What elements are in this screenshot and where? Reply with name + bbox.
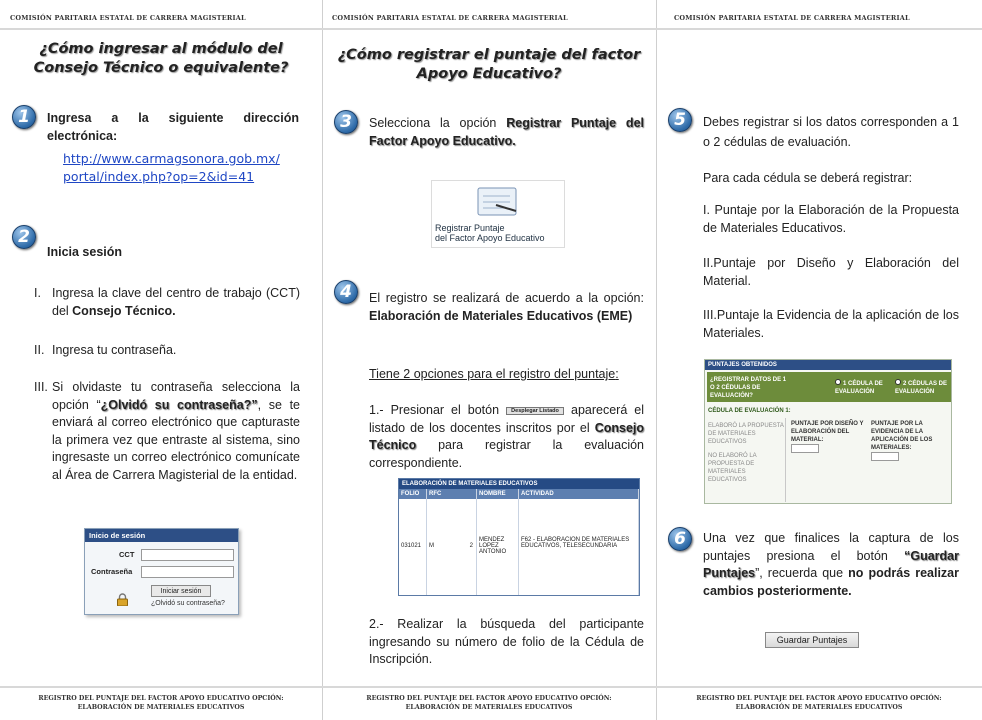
table-header-row — [399, 489, 639, 499]
materiales-table — [398, 478, 640, 596]
footer-bar — [322, 686, 656, 720]
footer-bar — [0, 686, 322, 720]
option-1-cedula[interactable] — [835, 379, 893, 396]
step2-heading: Inicia sesión — [47, 245, 123, 259]
step6-plain2: ”, recuerda que — [755, 566, 849, 580]
cct-field[interactable] — [141, 549, 234, 561]
step2-item-i — [34, 285, 300, 320]
header-bar — [656, 0, 982, 30]
step3-plain: Selecciona la opción — [369, 116, 507, 130]
step6-bold2: no podrás realizar cambios posteriormente. — [703, 566, 959, 598]
step4-bold: Elaboración de Materiales Educativos (EME) — [369, 308, 633, 323]
footer-bar — [656, 686, 982, 720]
icon-label-1: Registrar Puntaje — [435, 223, 505, 233]
login-header: Inicio de sesión — [85, 529, 238, 542]
step6-bold: “Guardar Puntajes — [703, 548, 959, 580]
puntajes-panel — [704, 359, 952, 504]
lock-icon — [117, 593, 128, 606]
header-label: COMISIÓN PARITARIA ESTATAL DE CARRERA MAGISTERIAL — [674, 14, 910, 22]
opt1-b: aparecerá el listado de los docentes inscritos por el — [369, 403, 644, 435]
item-ii-prefix: II. — [34, 343, 45, 357]
table-title: ELABORACIÓN DE MATERIALES EDUCATIVOS — [399, 479, 639, 489]
opt1-c: para registrar la evaluación correspondiente. — [369, 438, 644, 470]
step3-text — [369, 115, 644, 150]
step4-text — [369, 290, 644, 325]
registrar-label — [435, 223, 545, 243]
password-field[interactable] — [141, 566, 234, 578]
step6-text — [703, 530, 959, 600]
panel-header: PUNTAJES OBTENIDOS — [705, 360, 951, 370]
step4-option-2: 2.- Realizar la búsqueda del participante ingresando su número de folio de la Cédula de Inscripción. — [369, 617, 644, 666]
opt1-label: 1 CÉDULA DE EVALUACIÓN — [835, 381, 883, 395]
step3-bold: Registrar Puntaje del Factor Apoyo Educativo. — [369, 116, 644, 148]
item-iii-prefix: III. — [34, 380, 48, 394]
col-nombre: NOMBRE — [477, 489, 519, 499]
col-folio: FOLIO — [399, 489, 427, 499]
item-iii-text1: Si olvidaste tu contraseña selecciona la opción “ — [52, 380, 300, 412]
opt1-a: 1.- Presionar el botón — [369, 403, 500, 417]
col-rfc: RFC — [427, 489, 477, 499]
step5-item-ii: II.Puntaje por Diseño y Elaboración del Material. — [703, 256, 959, 288]
login-screenshot — [84, 528, 239, 615]
item-iii-bold: ¿Olvidó su contraseña?” — [100, 397, 258, 412]
table-row[interactable] — [399, 499, 639, 595]
radio-icon — [835, 379, 841, 385]
opt1-bold: Consejo Técnico — [369, 420, 644, 452]
password-label: Contraseña — [91, 567, 133, 576]
footer-line-1: REGISTRO DEL PUNTAJE DEL FACTOR APOYO EDUCATIVO OPCIÓN: — [696, 695, 942, 702]
step6-plain1: Una vez que finalices la captura de los puntajes presiona el botón — [703, 531, 959, 563]
forgot-password-link[interactable]: ¿Olvidó su contraseña? — [151, 600, 225, 607]
elaboro-option[interactable]: ELABORÓ LA PROPUESTA DE MATERIALES EDUCATIVOS — [708, 423, 784, 445]
col-actividad: ACTIVIDAD — [519, 489, 639, 499]
rfc-num: 2 — [469, 543, 473, 549]
item-i-prefix: I. — [34, 286, 41, 300]
column-2 — [322, 0, 656, 720]
footer-line-2: ELABORACIÓN DE MATERIALES EDUCATIVOS — [77, 704, 245, 711]
header-bar — [0, 0, 322, 30]
step1-link[interactable] — [63, 150, 280, 186]
step-badge-3: 3 — [334, 110, 358, 134]
registrar-puntaje-icon-button[interactable] — [431, 180, 565, 248]
step4-plain: El registro se realizará de acuerdo a la opción: — [369, 291, 644, 305]
step-badge-1: 1 — [12, 105, 36, 129]
evidencia-label: PUNTAJE POR LA EVIDENCIA DE LA APLICACIÓN DE LOS MATERIALES: — [871, 421, 933, 451]
desplegar-listado-button[interactable]: Desplegar Listado — [506, 407, 564, 415]
evidencia-input[interactable] — [871, 452, 899, 461]
step2-item-ii — [34, 342, 300, 360]
rfc-value: M — [429, 543, 434, 549]
cedula-label: CÉDULA DE EVALUACIÓN 1: — [708, 408, 791, 414]
options-text: Tiene 2 opciones para el registro del puntaje — [369, 367, 616, 381]
step4-option-1 — [369, 402, 644, 472]
header-label: COMISIÓN PARITARIA ESTATAL DE CARRERA MAGISTERIAL — [10, 14, 246, 22]
cct-label: CCT — [119, 550, 135, 559]
step2-item-iii — [34, 379, 300, 484]
opt2-label: 2 CÉDULAS DE EVALUACIÓN — [895, 381, 948, 395]
link-line-2[interactable]: portal/index.php?op=2&id=41 — [63, 169, 255, 184]
step-badge-5: 5 — [668, 108, 692, 132]
panel-question: ¿REGISTRAR DATOS DE 1 O 2 CÉDULAS DE EVALUACIÓN? — [710, 377, 787, 399]
footer-line-1: REGISTRO DEL PUNTAJE DEL FACTOR APOYO EDUCATIVO OPCIÓN: — [38, 695, 284, 702]
cell-nombre: MENDEZ LOPEZ ANTONIO — [477, 499, 519, 595]
item-i-text: Ingresa la clave del centro de trabajo (CCT) del — [52, 286, 300, 318]
notepad-icon — [474, 185, 522, 219]
login-button[interactable]: Iniciar sesión — [151, 585, 211, 597]
step-badge-2: 2 — [12, 225, 36, 249]
page-title: ¿Cómo ingresar al módulo del Consejo Técnico o equivalente? — [33, 41, 289, 76]
step-badge-4: 4 — [334, 280, 358, 304]
item-ii-text: Ingresa tu contraseña. — [52, 343, 177, 357]
option-2-cedulas[interactable] — [895, 379, 951, 396]
step5-text: Debes registrar si los datos corresponden a 1 o 2 cédulas de evaluación. — [703, 115, 959, 149]
page-title: ¿Cómo registrar el puntaje del factor Apoyo Educativo? — [337, 47, 641, 82]
footer-line-2: ELABORACIÓN DE MATERIALES EDUCATIVOS — [405, 704, 573, 711]
footer-line-1: REGISTRO DEL PUNTAJE DEL FACTOR APOYO EDUCATIVO OPCIÓN: — [366, 695, 612, 702]
diseno-label: PUNTAJE POR DISEÑO Y ELABORACIÓN DEL MATERIAL: — [791, 421, 864, 443]
radio-icon — [895, 379, 901, 385]
step5-item-i: I. Puntaje por la Elaboración de la Propuesta de Materiales Educativos. — [703, 203, 959, 235]
item-i-bold: Consejo Técnico. — [72, 303, 176, 318]
header-label: COMISIÓN PARITARIA ESTATAL DE CARRERA MAGISTERIAL — [332, 14, 568, 22]
cedula-left — [708, 418, 786, 502]
column-1 — [0, 0, 322, 720]
step5-sub: Para cada cédula se deberá registrar: — [703, 171, 913, 185]
guardar-puntajes-button[interactable]: Guardar Puntajes — [765, 632, 859, 648]
footer-line-2: ELABORACIÓN DE MATERIALES EDUCATIVOS — [735, 704, 903, 711]
header-bar — [322, 0, 656, 30]
step1-text: Ingresa a la siguiente dirección electrónica: — [47, 111, 299, 143]
cell-folio: 031021 — [399, 499, 427, 595]
icon-label-2: del Factor Apoyo Educativo — [435, 233, 545, 243]
step5-item-iii: III.Puntaje la Evidencia de la aplicación de los Materiales. — [703, 308, 959, 340]
diseno-input[interactable] — [791, 444, 819, 453]
no-elaboro-option[interactable]: NO ELABORÓ LA PROPUESTA DE MATERIALES EDUCATIVOS — [708, 453, 757, 483]
link-line-1[interactable]: http://www.carmagsonora.gob.mx/ — [63, 151, 280, 166]
item-iii-text2: , se te enviará al correo electrónico que capturaste la primera vez que entraste al sistema, sino ingresaste un correo electrónico comunícate al Área de Carrera Magisterial de la entidad. — [52, 397, 301, 482]
cell-rfc — [427, 499, 477, 595]
cell-actividad: F62 - ELABORACION DE MATERIALES EDUCATIVOS, TELESECUNDARIA — [519, 499, 639, 595]
panel-question-bar — [707, 372, 951, 402]
step4-options-heading: Tiene 2 opciones para el registro del puntaje: — [369, 367, 619, 381]
step-badge-6: 6 — [668, 527, 692, 551]
